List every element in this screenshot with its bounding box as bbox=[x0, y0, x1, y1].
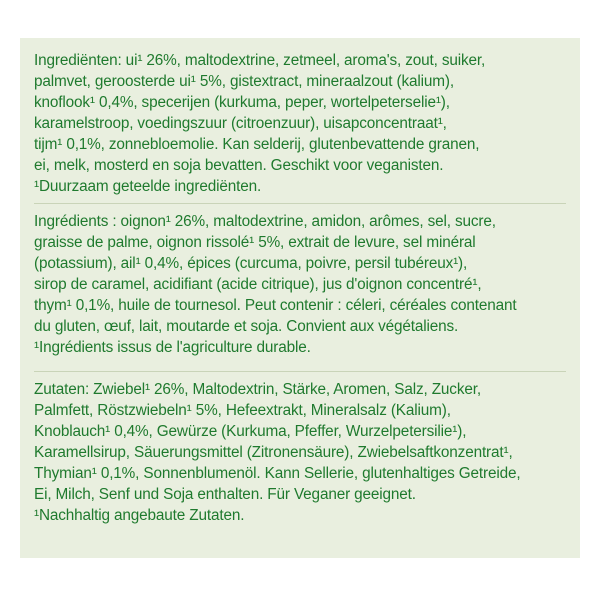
text-line: Zutaten: Zwiebel¹ 26%, Maltodextrin, Stärke, Aromen, Salz, Zucker, bbox=[34, 381, 481, 398]
ingredients-section-dutch bbox=[34, 50, 574, 197]
ingredients-label-panel bbox=[20, 38, 580, 558]
text-line: tijm¹ 0,1%, zonnebloemolie. Kan selderij, glutenbevattende granen, bbox=[34, 136, 480, 153]
text-line: sirop de caramel, acidifiant (acide citrique), jus d'oignon concentré¹, bbox=[34, 276, 482, 293]
section-divider bbox=[34, 203, 566, 204]
text-line: graisse de palme, oignon rissolé¹ 5%, extrait de levure, sel minéral bbox=[34, 234, 476, 251]
footnote: ¹Nachhaltig angebaute Zutaten. bbox=[34, 507, 245, 524]
text-line: Ingrediënten: ui¹ 26%, maltodextrine, zetmeel, aroma's, zout, suiker, bbox=[34, 52, 486, 69]
footnote: ¹Duurzaam geteelde ingrediënten. bbox=[34, 178, 262, 195]
text-line: ei, melk, mosterd en soja bevatten. Geschikt voor veganisten. bbox=[34, 157, 444, 174]
text-line: palmvet, geroosterde ui¹ 5%, gistextract, mineraalzout (kalium), bbox=[34, 73, 454, 90]
text-line: Ei, Milch, Senf und Soja enthalten. Für Veganer geeignet. bbox=[34, 486, 416, 503]
ingredients-section-french bbox=[34, 211, 574, 358]
ingredients-section-german bbox=[34, 379, 574, 526]
text-line: thym¹ 0,1%, huile de tournesol. Peut contenir : céleri, céréales contenant bbox=[34, 297, 517, 314]
section-divider bbox=[34, 371, 566, 372]
text-line: Knoblauch¹ 0,4%, Gewürze (Kurkuma, Pfeffer, Wurzelpetersilie¹), bbox=[34, 423, 467, 440]
text-line: du gluten, œuf, lait, moutarde et soja. Convient aux végétaliens. bbox=[34, 318, 459, 335]
footnote: ¹Ingrédients issus de l'agriculture durable. bbox=[34, 339, 311, 356]
text-line: knoflook¹ 0,4%, specerijen (kurkuma, peper, wortelpeterselie¹), bbox=[34, 94, 450, 111]
text-line: Palmfett, Röstzwiebeln¹ 5%, Hefeextrakt, Mineralsalz (Kalium), bbox=[34, 402, 451, 419]
text-line: Ingrédients : oignon¹ 26%, maltodextrine, amidon, arômes, sel, sucre, bbox=[34, 213, 496, 230]
text-line: Thymian¹ 0,1%, Sonnenblumenöl. Kann Sellerie, glutenhaltiges Getreide, bbox=[34, 465, 521, 482]
text-line: karamelstroop, voedingszuur (citroenzuur), uisapconcentraat¹, bbox=[34, 115, 447, 132]
text-line: Karamellsirup, Säuerungsmittel (Zitronensäure), Zwiebelsaftkonzentrat¹, bbox=[34, 444, 513, 461]
text-line: (potassium), ail¹ 0,4%, épices (curcuma, poivre, persil tubéreux¹), bbox=[34, 255, 468, 272]
